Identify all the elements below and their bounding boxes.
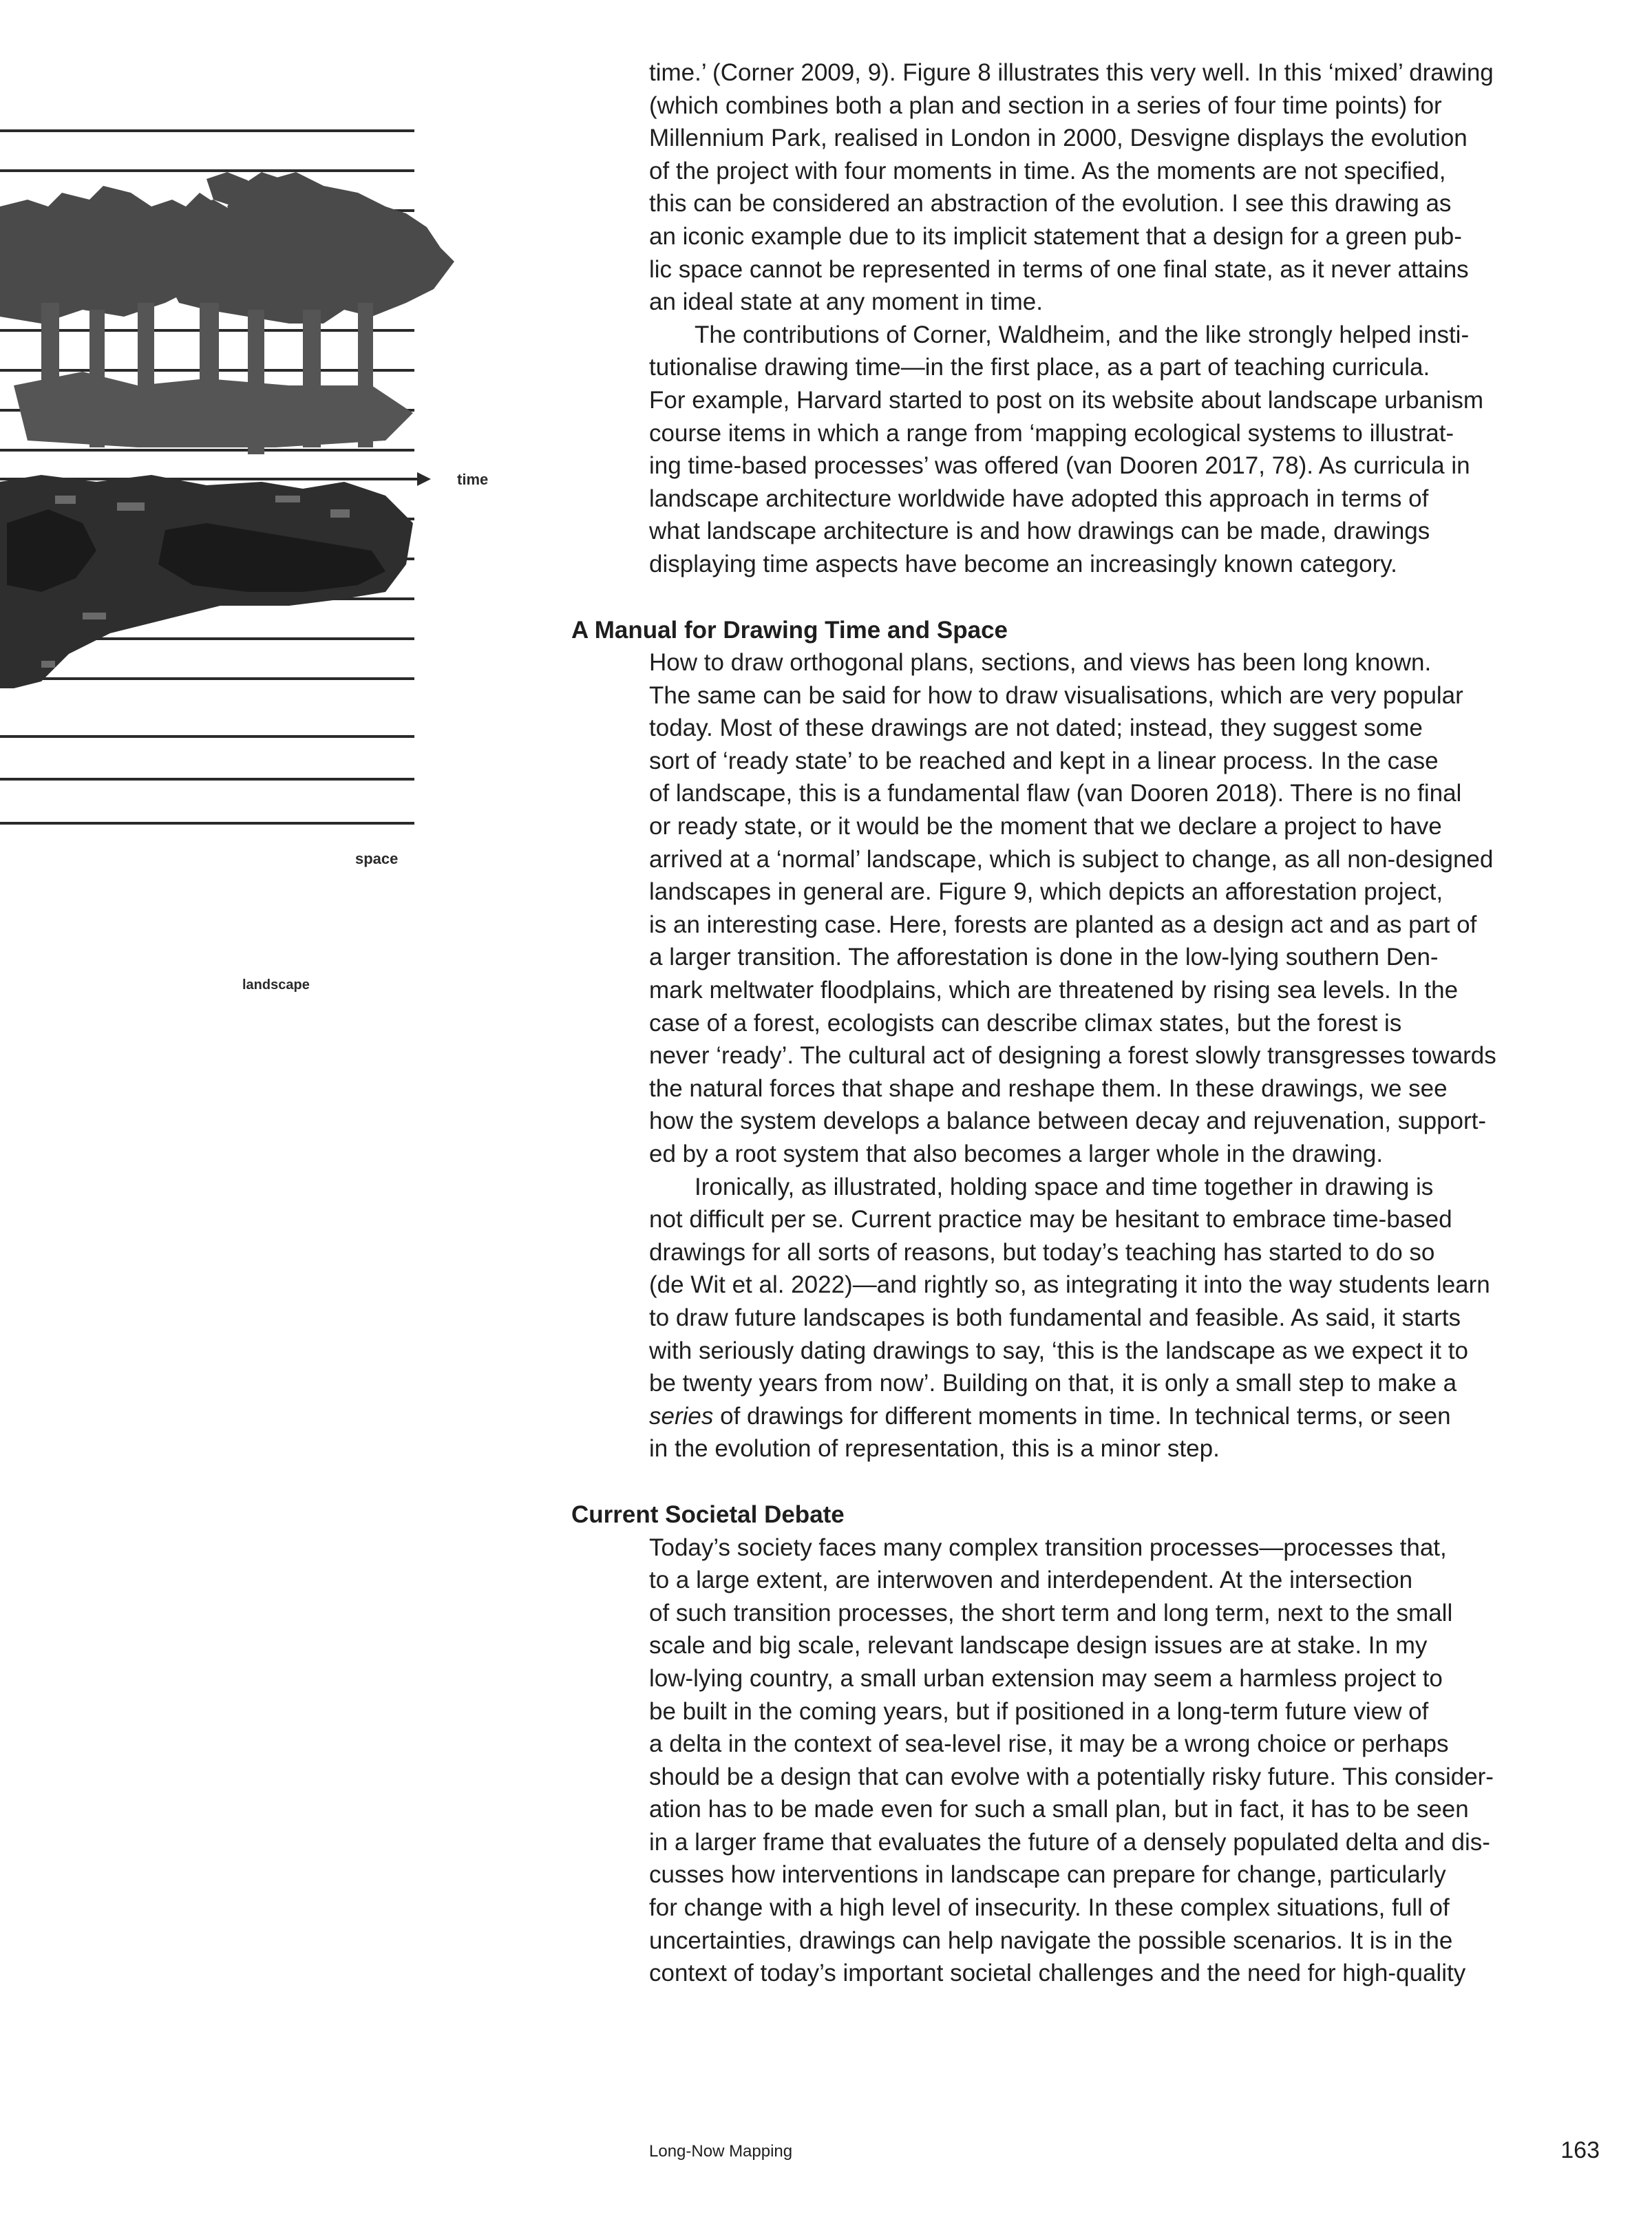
paragraph-2: The contributions of Corner, Waldheim, and the like strongly helped insti- tutionalise drawing time—in the first place, as a part of teaching curricula. For example, Harvard started to post on its website about landscape urbanism course items in which a range from ‘mapping ecological systems to illustrat- ing time-based processes’ was offered (van Dooren 2017, 78). As curricula in landscape architecture worldwide have adopted this approach in terms of what landscape architecture is and how drawings can be made, drawings displaying time aspects have become an increasingly known category. [649, 321, 1484, 577]
section-heading-debate: Current Societal Debate [571, 1501, 845, 1528]
paragraph-3: How to draw orthogonal plans, sections, and views has been long known. The same can be said for how to draw visualisations, which are very popular today. Most of these drawings are not dated; instead, they suggest some sort of ‘ready state’ to be reached and kept in a linear process. In the case of landscape, this is a fundamental flaw (van Dooren 2018). There is no final or ready state, or it would be the moment that we declare a project to have arrived at a ‘normal’ landscape, which is subject to change, as all non-designed landscapes in general are. Figure 9, which depicts an afforestation project, is an interesting case. Here, forests are planted as a design act and as part of a larger transition. The afforestation is done in the low-lying southern Den- mark meltwater floodplains, which are threatened by rising sea levels. In the case of a forest, ecologists can describe climax states, but the forest is never ‘ready’. The cultural act of designing a forest slowly transgresses towards the natural forces that shape and reshape them. In these drawings, we see how the system develops a balance between decay and rejuvenation, support- ed by a root system that also becomes a larger whole in the drawing. [649, 649, 1496, 1167]
forest-time-drawing [0, 0, 523, 1032]
paragraph-4 [571, 1171, 1604, 1465]
figure-label-landscape: landscape [242, 977, 310, 993]
tree-trunks [14, 303, 413, 454]
tree-canopy [0, 172, 454, 324]
page-number: 163 [1560, 2137, 1600, 2163]
paragraph-4-emphasis: series [649, 1402, 714, 1430]
figure-label-time: time [457, 471, 489, 488]
time-arrow-icon [417, 472, 431, 486]
running-footer-title: Long-Now Mapping [649, 2142, 793, 2161]
body-text-column [571, 56, 1604, 1990]
paragraph-1: time.’ (Corner 2009, 9). Figure 8 illustrates this very well. In this ‘mixed’ drawing (which combines both a plan and section in a series of four time points) for Millennium Park, realised in London in 2000, Desvigne displays the evolution of the project with four moments in time. As the moments are not specified, this can be considered an abstraction of the evolution. I see this drawing as an iconic example due to its implicit statement that a design for a green pub- lic space cannot be represented in terms of one final state, as it never attains an ideal state at any moment in time. [649, 59, 1494, 316]
section-heading-manual: A Manual for Drawing Time and Space [571, 616, 1008, 644]
paragraph-5: Today’s society faces many complex transition processes—processes that, to a large extent, are interwoven and interdependent. At the intersection of such transition processes, the short term and long term, next to the small scale and big scale, relevant landscape design issues are at stake. In my low-lying country, a small urban extension may seem a harmless project to be built in the coming years, but if positioned in a long-term future view of a delta in the context of sea-level rise, it may be a wrong choice or perhaps should be a design that can evolve with a potentially risky future. This consider- ation has to be made even for such a small plan, but in fact, it has to be seen in a larger frame that evaluates the future of a densely populated delta and dis- cusses how interventions in landscape can prepare for change, particularly for change with a high level of insecurity. In these complex situations, full of uncertainties, drawings can help navigate the possible scenarios. It is in the context of today’s important societal challenges and the need for high-quality [649, 1534, 1494, 1987]
figure-label-space: space [355, 850, 399, 867]
paragraph-4-part-a: Ironically, as illustrated, holding space and time together in drawing is not difficult per se. Current practice may be hesitant to embrace time-based drawings for all sorts of reasons, but today’s teaching has started to do so (de Wit et al. 2022)—and rightly so, as integrating it into the way students learn to draw future landscapes is both fundamental and feasible. As said, it starts with seriously dating drawings to say, ‘this is the landscape as we expect it to be twenty years from now’. Building on that, it is only a small step to make a [649, 1173, 1490, 1397]
paragraph-4-part-b: of drawings for different moments in time. In technical terms, or seen in the evolution of representation, this is a minor step. [649, 1402, 1451, 1463]
